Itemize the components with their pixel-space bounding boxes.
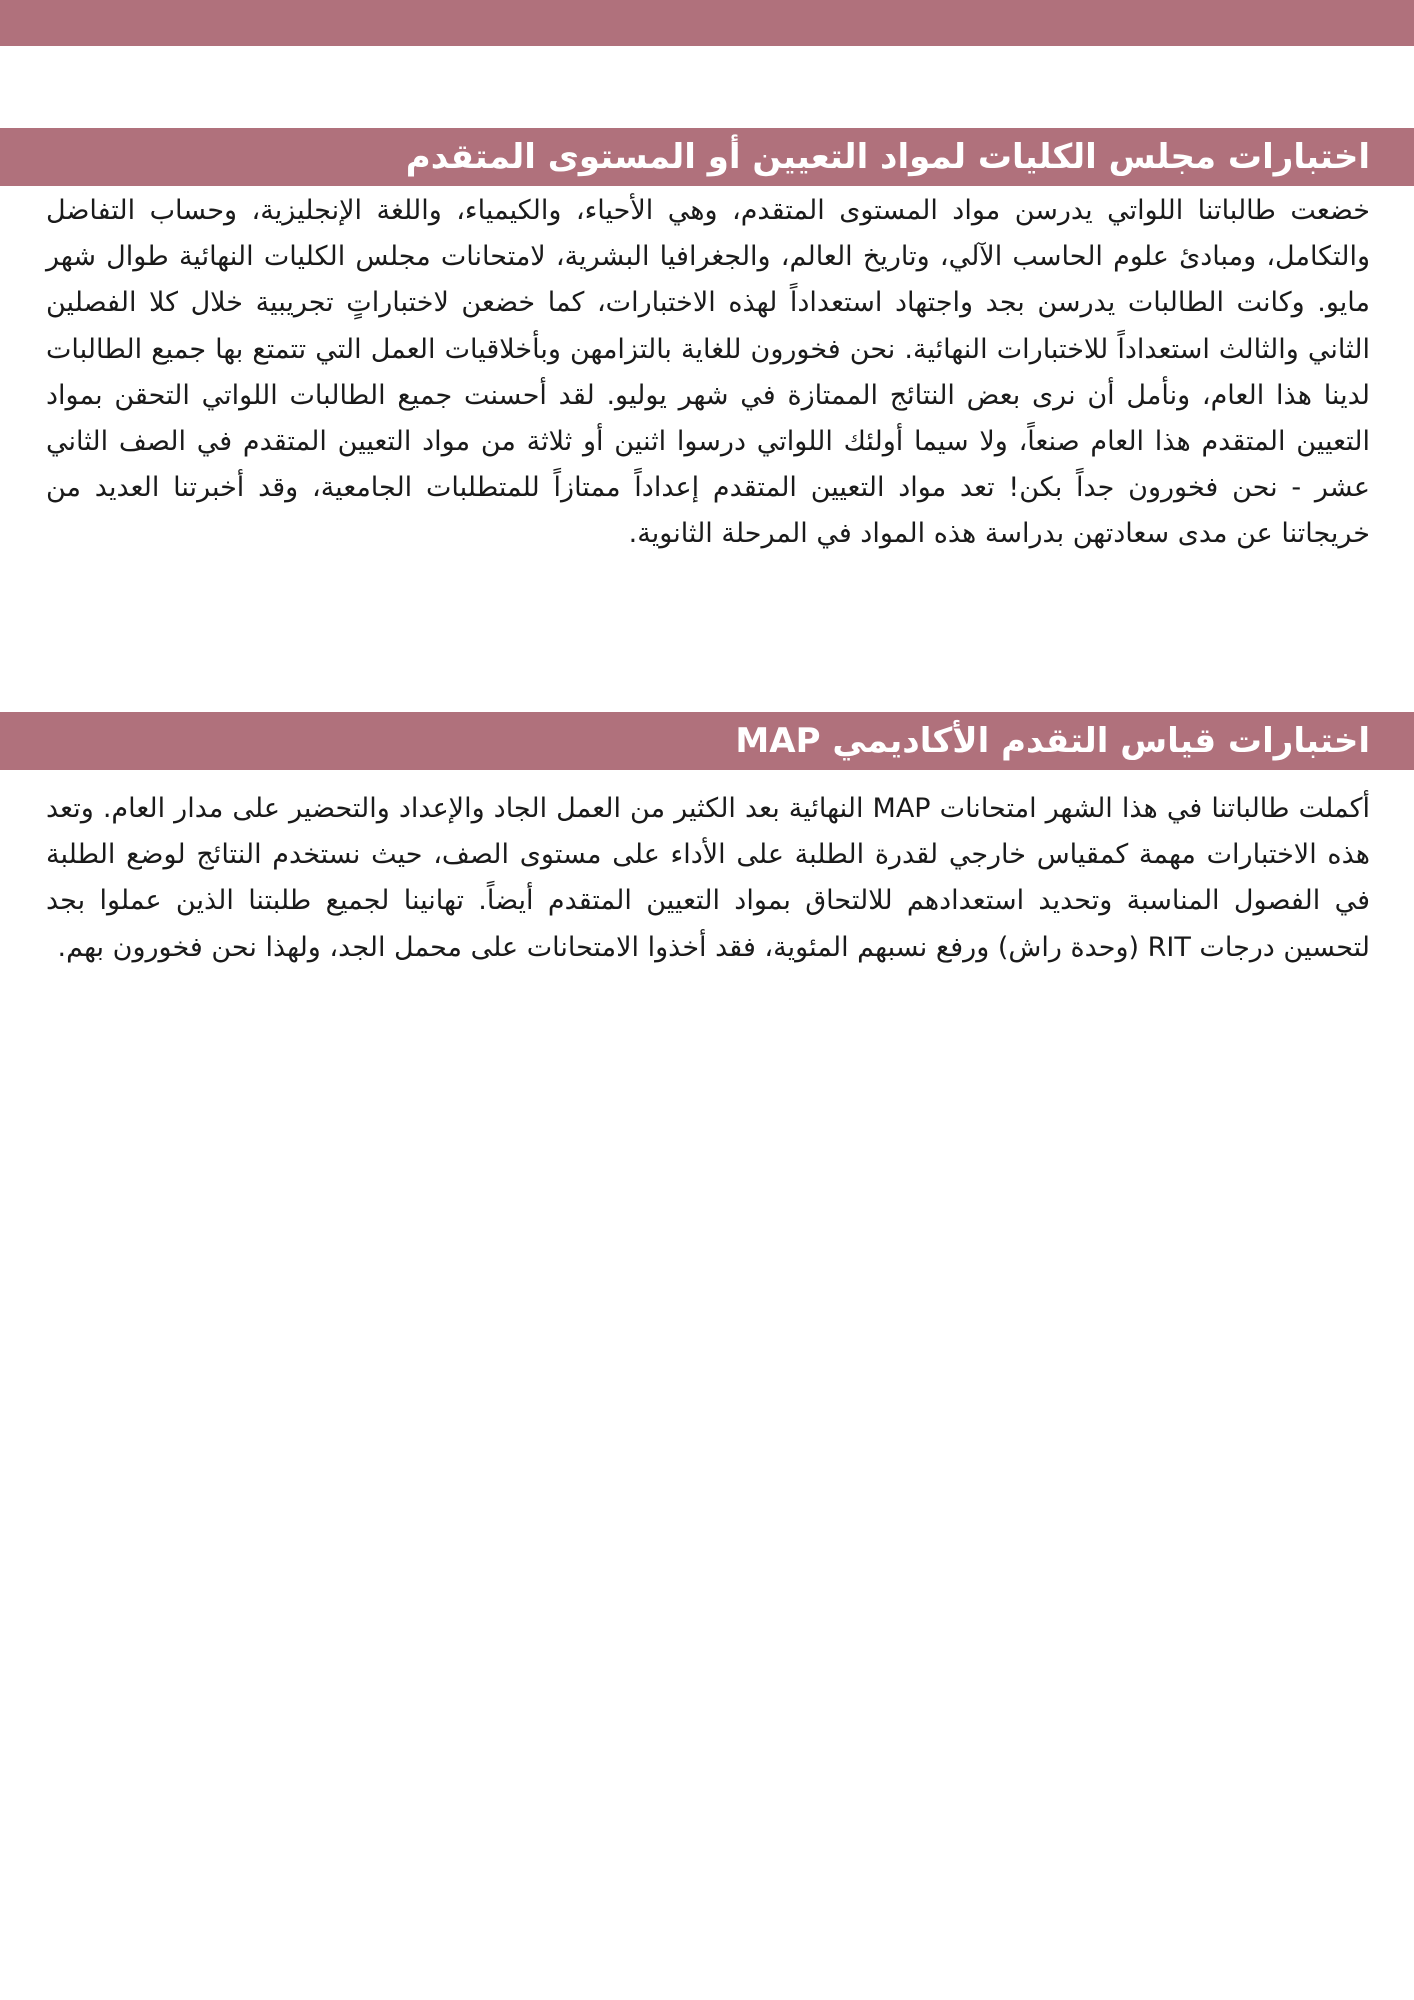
- section-paragraph-map: أكملت طالباتنا في هذا الشهر امتحانات MAP النهائية بعد الكثير من العمل الجاد والإعداد والتحضير على مدار العام. وتعد هذه الاختبارات مهمة كمقياس خارجي لقدرة الطلبة على الأداء على مستوى الصف، حيث نستخدم النتائج لوضع الطلبة في الفصول المناسبة وتحديد استعدادهم للالتحاق بمواد التعيين المتقدم أيضاً. تهانينا لجميع طلبتنا الذين عملوا بجد لتحسين درجات RIT (وحدة راش) ورفع نسبهم المئوية، فقد أخذوا الامتحانات على محمل الجد، ولهذا نحن فخورون بهم.: [46, 793, 1370, 963]
- top-accent-band: [0, 0, 1414, 46]
- section-paragraph-college-board-ap: خضعت طالباتنا اللواتي يدرسن مواد المستوى المتقدم، وهي الأحياء، والكيمياء، واللغة الإنجليزية، وحساب التفاضل والتكامل، ومبادئ علوم الحاسب الآلي، وتاريخ العالم، والجغرافيا البشرية، لامتحانات مجلس الكليات النهائية طوال شهر مايو. وكانت الطالبات يدرسن بجد واجتهاد استعداداً لهذه الاختبارات، كما خضعن لاختباراتٍ تجريبية خلال كلا الفصلين الثاني والثالث استعداداً للاختبارات النهائية. نحن فخورون للغاية بالتزامهن وبأخلاقيات العمل التي تتمتع بها جميع الطالبات لدينا هذا العام، ونأمل أن نرى بعض النتائج الممتازة في شهر يوليو. لقد أحسنت جميع الطالبات اللواتي التحقن بمواد التعيين المتقدم هذا العام صنعاً، ولا سيما أولئك اللواتي درسوا اثنين أو ثلاثة من مواد التعيين المتقدم في الصف الثاني عشر - نحن فخورون جداً بكن! تعد مواد التعيين المتقدم إعداداً ممتازاً للمتطلبات الجامعية، وقد أخبرتنا العديد من خريجاتنا عن مدى سعادتهن بدراسة هذه المواد في المرحلة الثانوية.: [46, 195, 1370, 550]
- section-title-college-board-ap: اختبارات مجلس الكليات لمواد التعيين أو المستوى المتقدم: [0, 128, 1414, 186]
- section-title-map: اختبارات قياس التقدم الأكاديمي MAP: [0, 712, 1414, 770]
